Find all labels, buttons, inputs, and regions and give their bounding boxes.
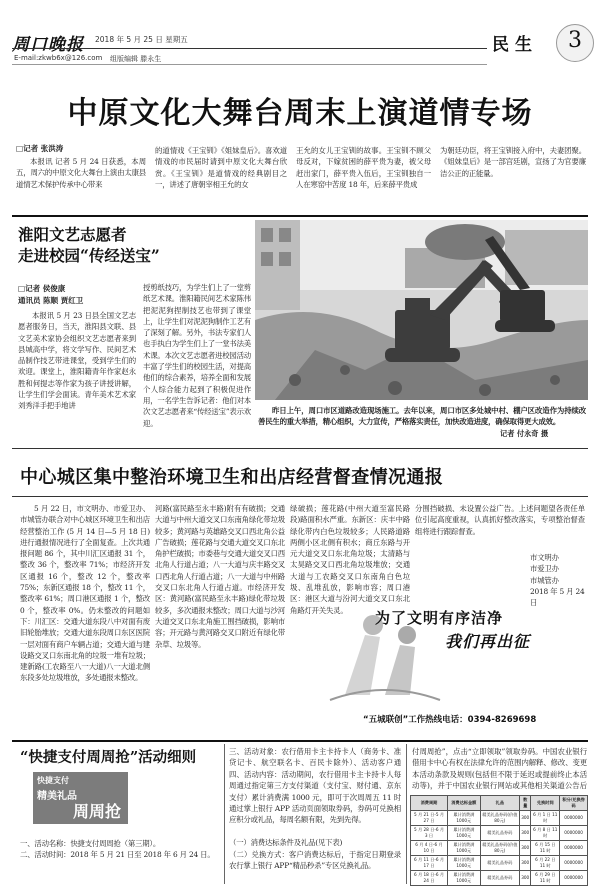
promo-badge: 快捷支付 (37, 776, 69, 785)
article2-col2: 授剪纸技巧，为学生们上了一堂剪纸艺术课。淮阳籍民间艺术家陈伟把泥泥狗捏制技艺也带到了课堂上，让学生们对泥泥狗制作工艺有了深刻了解。另外，书法专家们人也手执白为学生们上了一堂书法美术课。本次文艺志愿者进校园活动丰富了学生们的校园生活，对提高他们的综合素养，培养全面和发展个人综合能力起到了积极促进作用，一名学生告诉记者：他们对本次文艺志愿者来“传经送宝”表示欢迎。 (143, 283, 251, 428)
ad-slogan-1: 为了文明有序洁净 (375, 609, 504, 627)
article3-col2: 河路(富民路至永丰路)附有有破损；交通大道与中州大道交叉口东南角绿化带垃圾较多；黄河路与英雄路交叉口西北角公益广告破损；莲花路与交通大道交叉口东北角护栏破损；市委巷与交通大道交叉口西北角人行道占道；八一大道与庆丰路交叉口西北角人行道占道；八一大道与中州路交叉口东北角人行道占道。市经济开发区：黄河路(富民路至永丰路)绿化带垃圾较多，多次通报未整改；周口大道与沙河大道交叉口东北角施工围挡破损，影响市容；开元路与黄河路交叉口附近有绿化带杂草、垃圾等。 (155, 504, 285, 649)
article1-col2: 的道情戏《王宝钏》《姐妹皇后》。喜欢道情戏的市民届时请到中原文化大舞台欣赏。《王宝钏》是道情戏的经典剧目之一，讲述了唐朝宰相王允的女 (155, 146, 287, 189)
article3-col1: 5 月 22 日，市文明办、市爱卫办、市城管办联合对中心城区环境卫生和出店经营整治工作 (5 月 14 日—5 月 18 日)进行通报情况进行了全面复查。上次共通报问题 86 个，其中川汇区通报 31 个，整改 36 个，整改率 71%；市经济开发区通报 16 个，整改 12 个，整改率 75%；东新区通报 18 个，整改 11 个，整改率 61%；周口港区通报 1 个，整改 0 个，整改率 0%。仍未整改的问题如下：川汇区：交通大道东段八中对面有废旧轮胎堆放；交通大道东段周口东区医院一层对面有商户车辆占道；交通大道与建设路交叉口东南北角的垃圾一堆有垃圾；建新路(工农路至八一大道)八一大道北侧东段多处垃圾堆放，多处通报未整改。 (20, 504, 150, 683)
table-cell: 6 月 29 日 11 时 (531, 871, 560, 886)
table-row (411, 871, 588, 886)
issue-date: 2018 年 5 月 25 日 星期五 (95, 35, 188, 44)
article4-sec4: 四、活动内容：活动期间，农行借用卡主卡持卡人每周通过指定第三方支付渠道（支付宝、财付通、京东支付）累计消费满 1000 元，即可于次周周五 11 时通过掌上银行 APP 活动页面领取券码，券码可兑换相应积分或礼品，每周名额有限，先到先得。 (229, 770, 401, 825)
article4-sec2: 二、活动时间：2018 年 5 月 21 日至 2018 年 6 月 24 日。 (20, 850, 215, 859)
table-header-cell: 消费达标金额 (447, 796, 480, 811)
table-cell: 精美礼品券码 (480, 871, 519, 886)
table-cell: 6 月 8 日 11 时 (531, 826, 560, 841)
table-row (411, 811, 588, 826)
table-cell: 6 月 11 日-6 月 17 日 (411, 856, 448, 871)
email: E-mail:zkwb6x@126.com (14, 54, 103, 62)
article4-col3: 付周周抢”，点击“立即领取”领取券码。中国农业银行借用卡中心有权在法律允许的范围内解释、修改、变更本活动条款及规则(包括但不限于延迟或提前终止本活动等)，并于中国农业银行网站或其他相关渠道公告后 (412, 747, 587, 790)
article3-signature: 市文明办 市爱卫办 市城管办 2018 年 5 月 24 日 (530, 553, 585, 608)
ad-hotline: “五城联创”工作热线电话：0394-8269698 (363, 715, 537, 725)
table-cell: 5 月 28 日-6 月 3 日 (411, 826, 448, 841)
table-cell: 0000000 (560, 871, 588, 886)
article1-col1: 本报讯 记者 5 月 24 日获悉，本周五，周六的中原文化大舞台上演由太康县道情艺术保护传承中心带来 (16, 157, 146, 189)
table-cell: 6 月 15 日 11 时 (531, 841, 560, 856)
promo-text-line1: 精美礼品 (37, 791, 77, 802)
table-cell: 精美礼品券码(价值80元) (480, 811, 519, 826)
promo-table (410, 795, 588, 886)
table-cell: 0000000 (560, 856, 588, 871)
table-header-cell: 积分/兑换券码 (560, 796, 588, 811)
article2-col1: 本报讯 5 月 23 日县全国文艺志愿者服务日，当天，淮阳县文联、县文艺美术家协会组织文艺志愿者来到县城高中学，将文学写作、民间艺术品制作技艺带进课堂，受到学生们的欢迎。课堂上，淮阳籍青年作家赵永胜和何提志等作家为孩子讲授讲解，让学生们学会面读。青年美术艺术家刘秀洋手把手地讲 (18, 311, 136, 411)
table-cell: 0000000 (560, 826, 588, 841)
section-name: 民生 (492, 35, 538, 55)
article4-sec1: 一、活动名称：快捷支付周周抢（第三期）。 (20, 839, 161, 848)
article1-byline: □记者 张洪涛 (16, 144, 64, 153)
article4-sec5: （一）消费达标条件及礼品(见下表) (229, 838, 343, 847)
table-row (411, 856, 588, 871)
table-cell: 精美礼品券码(价值80元) (480, 841, 519, 856)
table-cell: 0000000 (560, 811, 588, 826)
page-number: 3 (568, 28, 582, 53)
photo-credit: 记者 付永奇 摄 (500, 429, 549, 438)
table-cell: 累计消费满1000元 (447, 811, 480, 826)
table-row (411, 826, 588, 841)
table-cell: 6 月 22 日 11 时 (531, 856, 560, 871)
article4-sec3: 三、活动对象：农行借用卡主卡持卡人（商务卡、准贷记卡、航空联名卡、百民卡除外）、活动客户通 (229, 747, 401, 768)
article3-col3: 绿破损；莲花路(中州大道至富民路段)路面积水严重。东新区：庆丰中路绿化带内白色垃圾较多；人民路道路两侧小区北侧有积水；商丘东路与开元大道交叉口东北角垃圾；太清路与太昊路交叉口西北角垃圾堆放；交通大道与工农路交叉口东南角白色垃圾、乱堆乱放，影响市容；周口港区：港区大道与汾河大道交叉口东北角路灯开关失灵。 (290, 504, 410, 615)
photo-caption: 昨日上午，周口市区道路改造现场施工。去年以来，周口市区多处城中村、棚户区改造作为持续改善民生的重大举措，精心组织，大力宣传，严格落实责任，加快改造进度，确保取得更大成效。 (258, 406, 586, 427)
table-cell: 精美礼品券码 (480, 826, 519, 841)
table-cell: 5 月 21 日-5 月 27 日 (411, 811, 448, 826)
table-row (411, 841, 588, 856)
table-cell: 累计消费满1000元 (447, 856, 480, 871)
table-header-row (411, 796, 588, 811)
article1-col3: 王允的女儿王宝钏的故事。王宝钏不顾父母反对，下嫁贫困的薛平贵为妻，被父母赶出家门，薛平贵入伍后，王宝钏独自一人在寒窑中苦度 18 年，后来薛平贵成 (296, 146, 431, 189)
article3-headline: 中心城区集中整治环境卫生和出店经营督查情况通报 (20, 467, 444, 488)
layout-editor: 组版编辑 滕永生 (110, 55, 162, 63)
headline-opera: 中原文化大舞台周末上演道情专场 (67, 96, 533, 131)
article4-sec6: （二）兑换方式：客户消费达标后，于指定日期登录农行掌上银行 APP“精品秒杀”专区兑换礼品。 (229, 850, 401, 871)
article2-byline1: □记者 侯俊康 (18, 284, 66, 293)
table-header-cell: 消费周期 (411, 796, 448, 811)
page-number-badge (556, 24, 594, 62)
newspaper-logo: 周口晚报 (12, 35, 84, 55)
table-cell: 0000000 (560, 841, 588, 856)
ad-slogan-2: 我们再出征 (445, 632, 531, 651)
promo-text-line2: 周周抢 (73, 802, 122, 821)
civic-campaign-ad (325, 595, 587, 735)
table-cell: 300 (520, 811, 531, 826)
article4-headline: “快捷支付周周抢”活动细则 (20, 749, 197, 766)
table-cell: 300 (520, 841, 531, 856)
table-cell: 精美礼品券码 (480, 856, 519, 871)
table-header-cell: 数量 (520, 796, 531, 811)
table-cell: 累计消费满1000元 (447, 841, 480, 856)
table-header-cell: 兑换时间 (531, 796, 560, 811)
table-cell: 6 月 4 日-6 月 10 日 (411, 841, 448, 856)
demolition-photo (255, 220, 588, 400)
article3-col4: 分围挡破损、未设置公益广告。上述问题望各责任单位引起高度重视，认真抓好整改落实，专项整治督查组将进行跟踪督查。 (415, 504, 585, 536)
article1-col4: 为朝廷功臣，将王宝钏接入府中，夫妻团聚。《姐妹皇后》是一部宫廷剧，宣扬了为官要廉洁公正的正能量。 (440, 146, 586, 178)
table-cell: 累计消费满1000元 (447, 826, 480, 841)
promo-image (33, 772, 128, 824)
article2-byline2: 通讯员 陈顺 贾红卫 (18, 296, 84, 305)
article2-title-line1: 淮阳文艺志愿者 (18, 225, 127, 244)
table-cell: 6 月 1 日 11 时 (531, 811, 560, 826)
table-cell: 6 月 18 日-6 月 24 日 (411, 871, 448, 886)
table-cell: 300 (520, 871, 531, 886)
table-header-cell: 礼品 (480, 796, 519, 811)
table-cell: 300 (520, 856, 531, 871)
masthead (0, 0, 600, 74)
table-cell: 累计消费满1000元 (447, 871, 480, 886)
article2-title-line2: 走进校园“传经送宝” (18, 246, 160, 265)
table-cell: 300 (520, 826, 531, 841)
excavator-scene-image (255, 220, 588, 400)
